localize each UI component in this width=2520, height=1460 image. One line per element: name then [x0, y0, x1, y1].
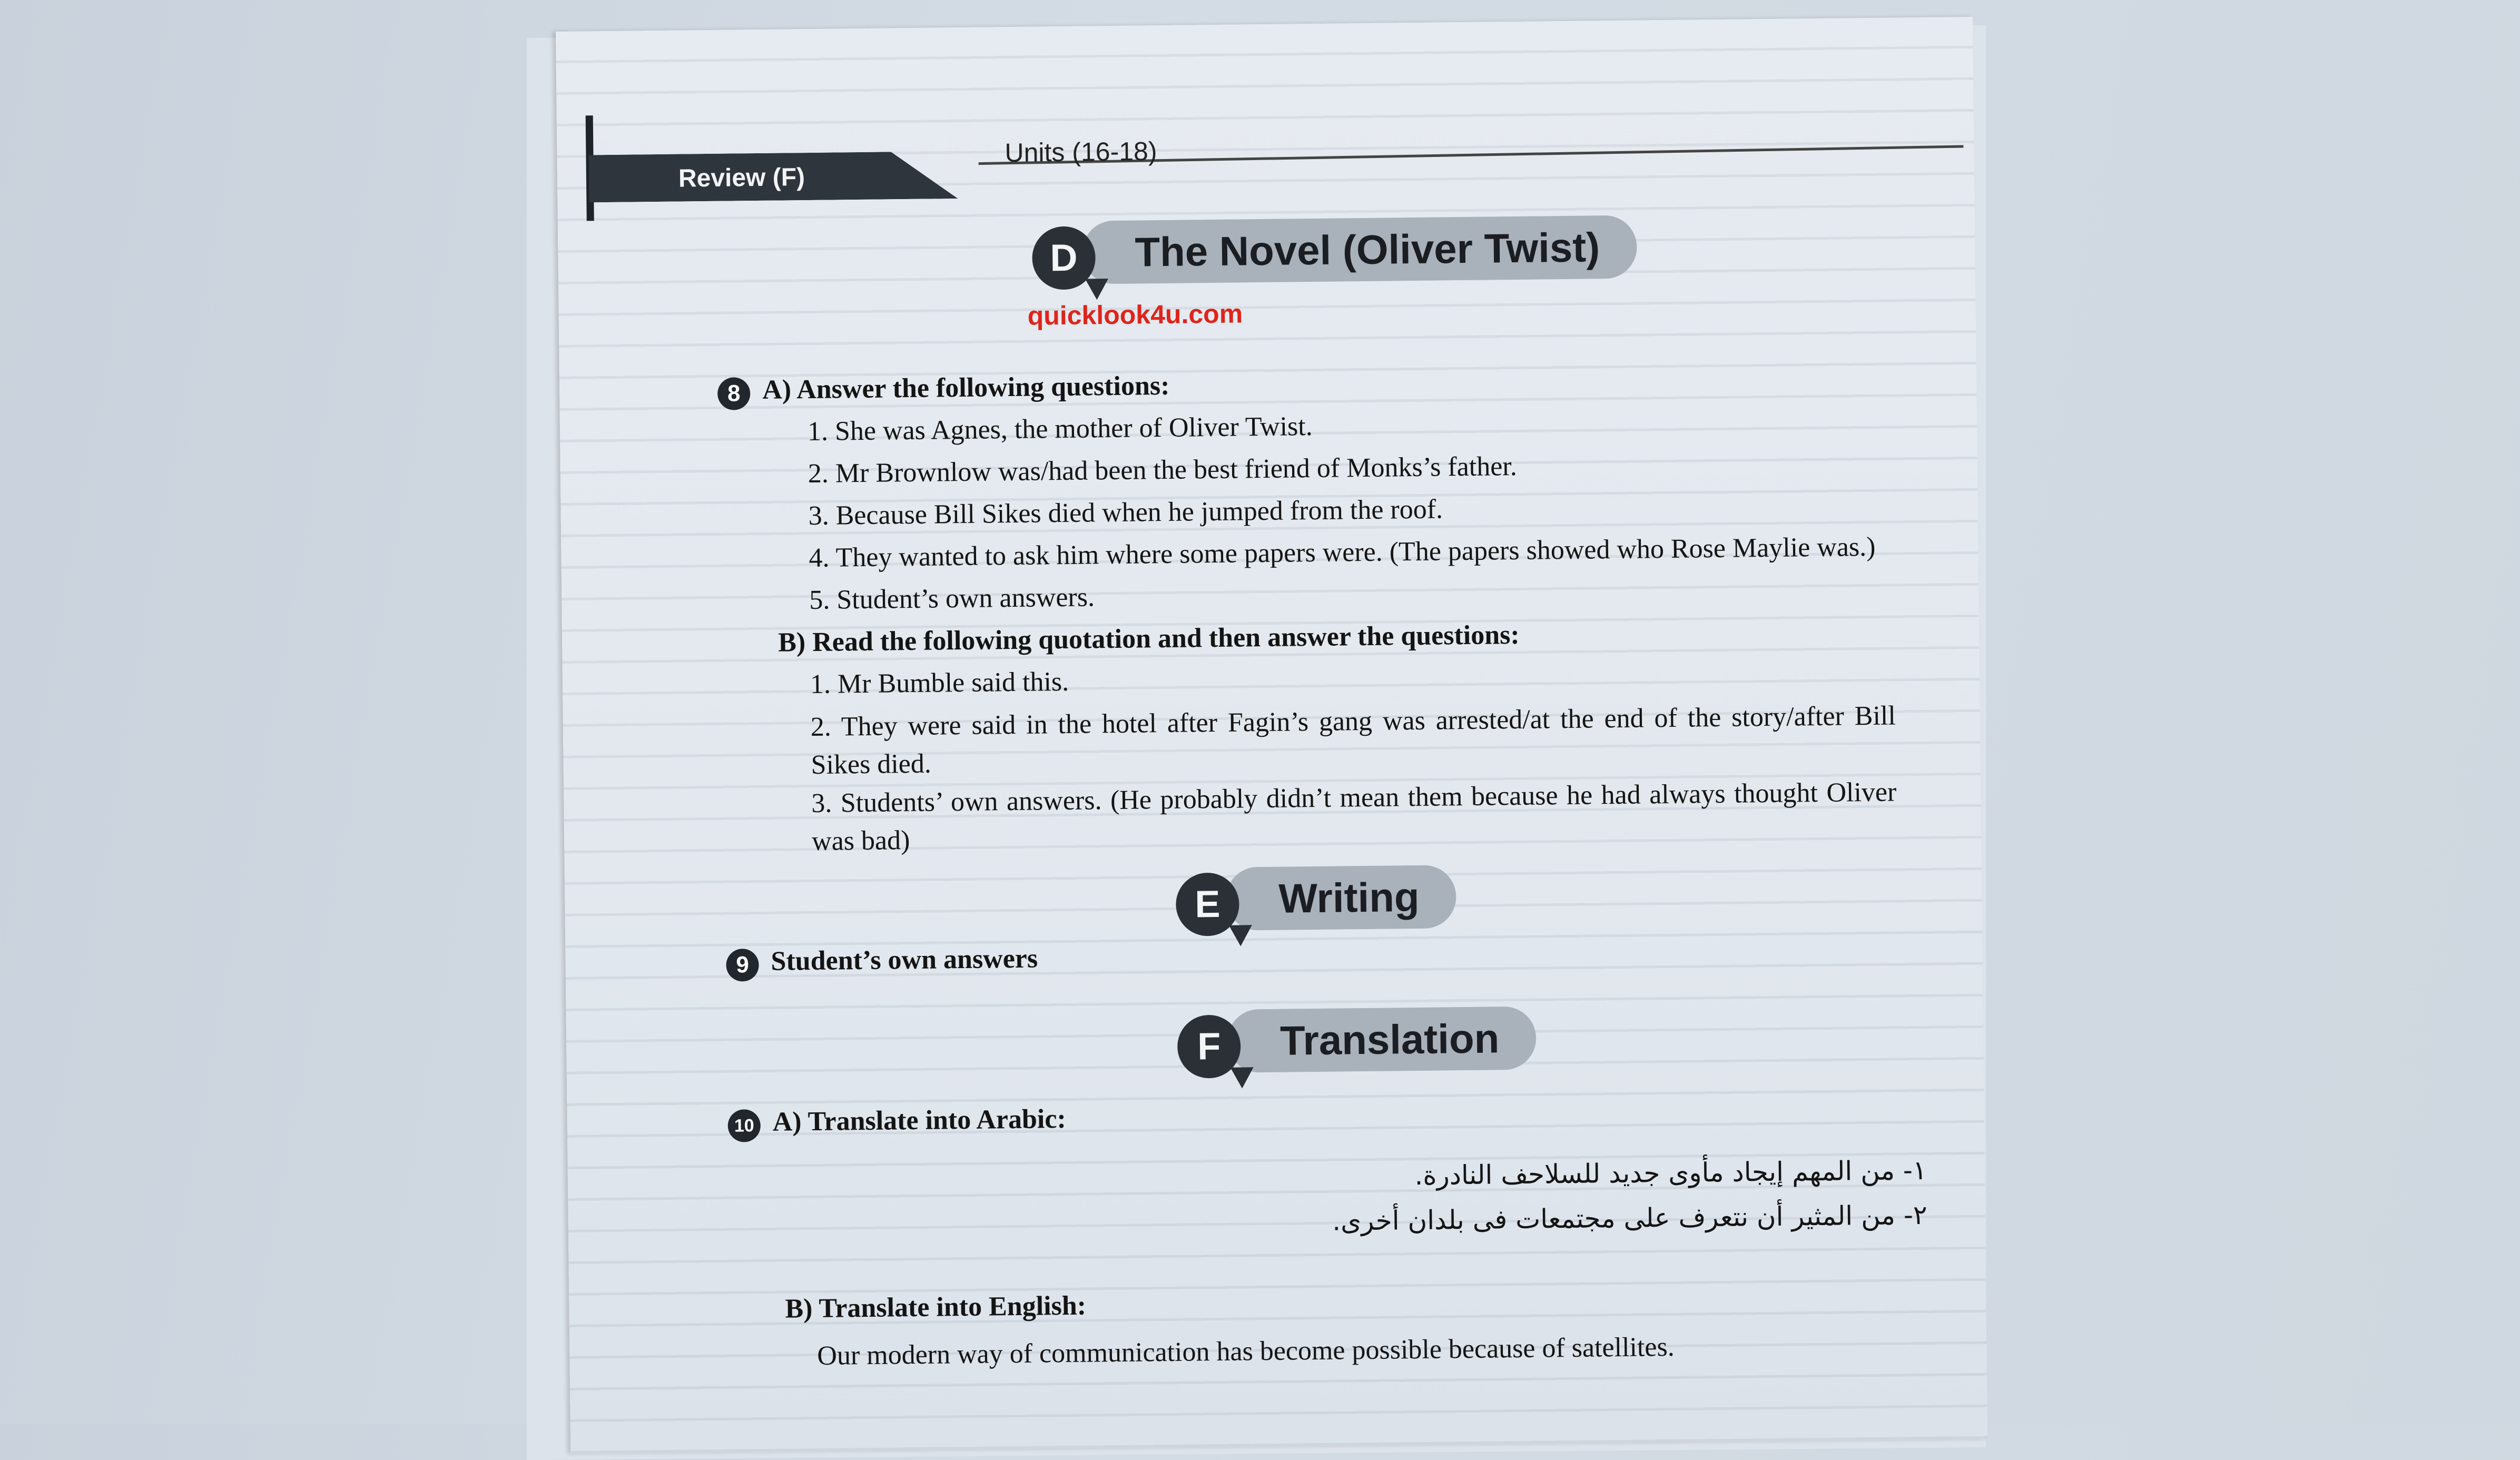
section-d-title: The Novel (Oliver Twist): [1082, 215, 1637, 284]
watermark: quicklook4u.com: [1027, 299, 1243, 331]
units-label: Units (16-18): [1005, 136, 1157, 168]
q10-a-heading: A) Translate into Arabic:: [772, 1103, 1067, 1137]
section-d-tail: [1085, 279, 1108, 300]
question-9-badge: 9: [726, 949, 759, 982]
q10-b-heading: B) Translate into English:: [785, 1290, 1087, 1324]
section-d-badge: D: [1032, 226, 1096, 290]
q10-arabic-line-2: ٢- من المثير أن نتعرف على مجتمعات فى بلدان أخرى.: [1332, 1199, 1927, 1237]
section-e-tail: [1229, 925, 1252, 946]
q8-a-item-4: 4. They wanted to ask him where some papers were. (The papers showed who Rose Maylie was.): [809, 531, 1876, 574]
q8-a-item-2: 2. Mr Brownlow was/had been the best friend of Monks’s father.: [808, 451, 1518, 489]
question-8-badge: 8: [717, 377, 751, 410]
q9-answer: Student’s own answers: [771, 943, 1038, 976]
q8-b-item-1: 1. Mr Bumble said this.: [810, 666, 1069, 700]
q8-b-item-2: 2. They were said in the hotel after Fagin’s gang was arrested/at the end of the story/after Bill Sikes died.: [810, 701, 1896, 781]
q10-arabic-line-1: ١- من المهم إيجاد مأوى جديد للسلاحف النادرة.: [1414, 1155, 1927, 1191]
q8-b-heading: B) Read the following quotation and then answer the questions:: [777, 619, 1520, 658]
section-f-badge: F: [1177, 1014, 1241, 1078]
section-f-title: Translation: [1227, 1007, 1537, 1073]
q8-a-heading: A) Answer the following questions:: [762, 370, 1170, 405]
q8-a-item-3: 3. Because Bill Sikes died when he jumped from the roof.: [808, 494, 1443, 531]
q8-b-item-3: 3. Students’ own answers. (He probably didn’t mean them because he had always thought Oliver was bad): [811, 777, 1897, 856]
section-e-title: Writing: [1226, 865, 1456, 931]
review-label: Review (F): [678, 163, 805, 193]
q10-english-answer: Our modern way of communication has become possible because of satellites.: [817, 1331, 1675, 1371]
section-f-tail: [1231, 1067, 1254, 1088]
q8-a-item-5: 5. Student’s own answers.: [809, 582, 1095, 616]
document-page: [556, 17, 1987, 1454]
question-10-badge: 10: [727, 1109, 761, 1142]
section-e-badge: E: [1176, 873, 1239, 936]
q8-a-item-1: 1. She was Agnes, the mother of Oliver Twist.: [807, 411, 1313, 447]
